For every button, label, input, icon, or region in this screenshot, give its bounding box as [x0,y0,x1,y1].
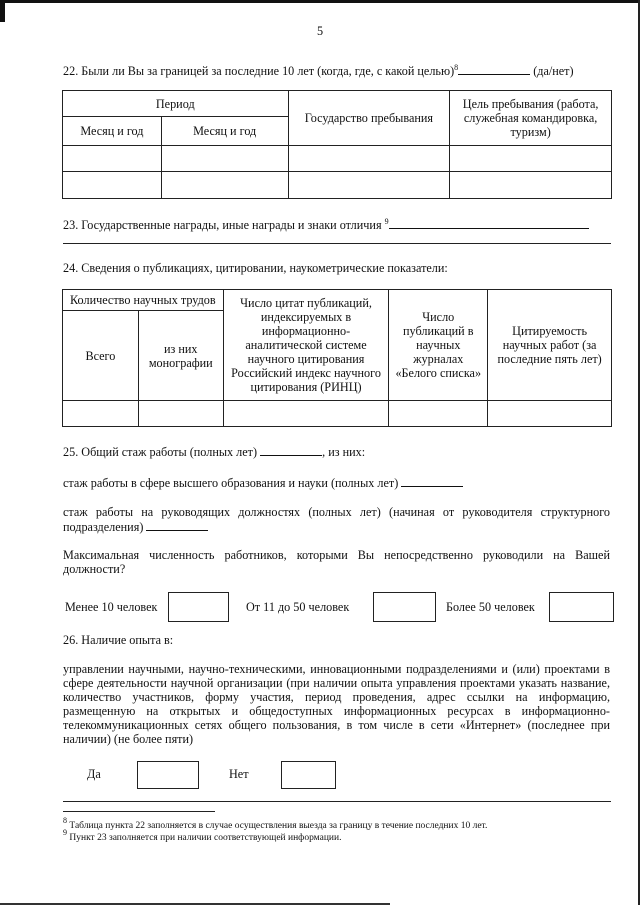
table-cell[interactable] [450,172,612,199]
q22-text: 22. Были ли Вы за границей за последние 10 лет (когда, где, с какой целью) [63,64,455,78]
scan-edge-top [0,0,640,3]
table-row [63,172,612,199]
footnote-separator [63,811,215,812]
scan-edge-left [0,0,5,22]
table-cell[interactable] [288,146,450,172]
period-header: Период [63,91,289,117]
q25-suffix: , из них: [322,445,366,459]
citations-header: Число цитат публикаций, индексируемых в информационно-аналитической системе научного цитирования Российский индекс научного цитирования (РИНЦ) [223,290,389,401]
footnote-9-text: Пункт 23 заполняется при наличии соответствующей информации. [69,833,342,843]
table-cell[interactable] [63,401,139,427]
table-cell[interactable] [138,401,223,427]
option-11-50-label: От 11 до 50 человек [246,600,350,614]
q22-table [62,90,612,199]
option-11-50-checkbox[interactable] [373,592,436,622]
footnote-9-ref: 9 [63,828,67,837]
table-cell[interactable] [63,172,162,199]
table-cell[interactable] [288,172,450,199]
table-cell[interactable] [488,401,612,427]
month-year-to-header: Месяц и год [161,117,288,146]
table-cell[interactable] [450,146,612,172]
option-less-10-checkbox[interactable] [168,592,229,622]
option-less-10-label: Менее 10 человек [65,600,158,614]
yes-checkbox[interactable] [137,761,199,789]
q23-text: 23. Государственные награды, иные награды и знаки отличия [63,218,382,232]
footnote-8 [63,816,488,832]
q25-heading [63,444,365,459]
table-row [63,146,612,172]
leadership-field[interactable] [146,519,208,531]
q26-heading: 26. Наличие опыта в: [63,633,174,647]
purpose-header: Цель пребывания (работа, служебная командировка, туризм) [450,91,612,146]
country-header: Государство пребывания [288,91,450,146]
max-staff-question: Максимальная численность работников, которыми Вы непосредственно руководили на Вашей должности? [63,548,610,576]
leadership-experience [63,505,610,534]
table-cell[interactable] [223,401,389,427]
q24-heading: 24. Сведения о публикациях, цитировании, наукометрические показатели: [63,261,448,275]
no-label: Нет [229,767,249,781]
higher-ed-field[interactable] [401,475,463,487]
q23-heading [63,217,589,232]
yes-label: Да [87,767,101,781]
total-experience-field[interactable] [260,444,322,456]
table-row [63,401,612,427]
q26-description: управлении научными, научно-техническими, инновационными подразделениями и (или) проектами в сфере деятельности научной организации (при наличии опыта управления проектами указать название, количество участников, форму участия, период проведения, адрес ссылки на информацию, размещенную на открытых и общедоступных информационных ресурсах в информационно-телекоммуникационных сетях общего пользования, в том числе в сети «Интернет» (последнее при наличии) (не более пяти) [63,662,610,746]
month-year-from-header: Месяц и год [63,117,162,146]
table-cell[interactable] [161,172,288,199]
footnote-8-ref: 8 [63,816,67,825]
no-checkbox[interactable] [281,761,336,789]
total-header: Всего [63,311,139,401]
table-cell[interactable] [161,146,288,172]
whitelist-header: Число публикаций в научных журналах «Белого списка» [389,290,488,401]
table-cell[interactable] [63,146,162,172]
footnote-9 [63,828,342,844]
q24-table [62,289,612,427]
footnote-ref-9: 9 [384,217,389,226]
monographs-header: из них монографии [138,311,223,401]
option-more-50-checkbox[interactable] [549,592,614,622]
option-more-50-label: Более 50 человек [446,600,535,614]
q25-text: 25. Общий стаж работы (полных лет) [63,445,258,459]
q23-answer-line[interactable] [63,243,611,244]
higher-ed-experience [63,475,463,490]
works-header: Количество научных трудов [63,290,224,311]
q22-answer-field[interactable] [458,63,530,75]
citation-rate-header: Цитируемость научных работ (за последние пять лет) [488,290,612,401]
page-number: 5 [316,24,324,38]
q23-answer-field[interactable] [389,217,589,229]
q22-heading [63,63,623,78]
table-cell[interactable] [389,401,488,427]
q26-answer-line[interactable] [63,801,611,802]
higher-ed-label: стаж работы в сфере высшего образования и науки (полных лет) [63,476,399,490]
q22-answer-hint: (да/нет) [533,64,574,78]
leadership-label: стаж работы на руководящих должностях (полных лет) (начиная от руководителя структурного подразделения) [63,505,610,534]
footnote-8-text: Таблица пункта 22 заполняется в случае осуществления выезда за границу в течение последних 10 лет. [69,821,488,831]
footnote-ref-8: 8 [454,63,459,72]
